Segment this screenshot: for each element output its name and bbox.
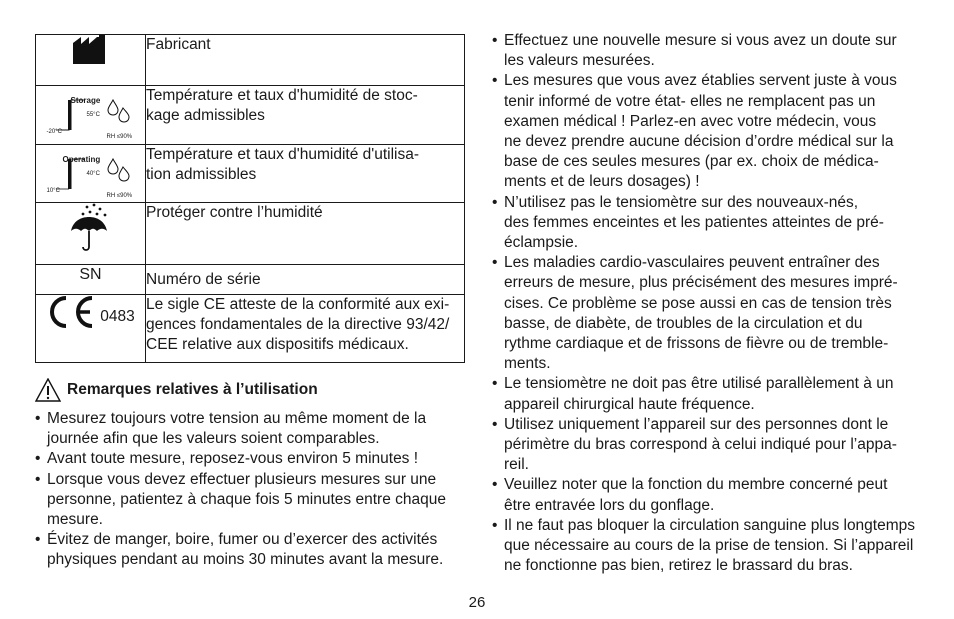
list-item: • Avant toute mesure, reposez-vous environ 5 minutes ! [35, 449, 467, 469]
humidity-limit: RH ≤90% [106, 193, 133, 199]
remarks-heading-text: Remarques relatives à l’utilisation [67, 381, 318, 398]
list-item: • N’utilisez pas le tensiomètre sur des nouveaux-nés, des femmes enceintes et les patientes atteintes de pré- éclampsie. [492, 193, 922, 254]
operating-climate-icon [41, 145, 141, 199]
list-item: • Le tensiomètre ne doit pas être utilisé parallèlement à un appareil chirurgical haute fréquence. [492, 374, 922, 414]
temp-low: 10°C [46, 188, 60, 194]
serial-number-symbol: SN [36, 265, 146, 295]
right-bullet-list [492, 31, 922, 576]
symbol-desc: Numéro de série [146, 265, 465, 295]
symbol-row-operating [36, 145, 465, 203]
warning-icon [35, 378, 61, 402]
temp-high: 55°C [86, 112, 100, 118]
symbol-desc: Fabricant [146, 35, 465, 86]
temp-high: 40°C [86, 171, 100, 177]
list-item: • Évitez de manger, boire, fumer ou d’exercer des activités physiques pendant au moins 30 minutes avant la mesure. [35, 530, 467, 570]
symbol-row-manufacturer [36, 35, 465, 86]
left-bullet-list [35, 409, 467, 571]
notified-body-number: 0483 [100, 308, 135, 325]
list-item: • Lorsque vous devez effectuer plusieurs mesures sur une personne, patientez à chaque fois 5 minutes entre chaque mesure. [35, 470, 467, 531]
list-item: • Il ne faut pas bloquer la circulation sanguine plus longtemps que nécessaire au cours de la prise de tension. Si l’appareil ne fonctionne pas bien, retirez le brassard du bras. [492, 516, 922, 577]
page-number: 26 [468, 594, 486, 611]
list-item: • Effectuez une nouvelle mesure si vous avez un doute sur les valeurs mesurées. [492, 31, 922, 71]
symbol-row-serial [36, 265, 465, 295]
umbrella-rain-icon [67, 203, 115, 253]
symbol-row-humidity [36, 203, 465, 265]
ce-mark-icon [46, 295, 96, 329]
list-item: • Utilisez uniquement l’appareil sur des personnes dont le périmètre du bras correspond à celui indiqué pour l’appa- reil. [492, 415, 922, 476]
symbol-desc: Le sigle CE atteste de la conformité aux exi- gences fondamentales de la directive 93/42/ CEE relative aux dispositifs médicaux. [146, 295, 465, 363]
symbol-desc: Température et taux d'humidité d'utilisa- tion admissibles [146, 145, 465, 203]
list-item: • Mesurez toujours votre tension au même moment de la journée afin que les valeurs soient comparables. [35, 409, 467, 449]
humidity-limit: RH ≤90% [106, 134, 133, 140]
temp-low: -20°C [46, 129, 62, 135]
remarks-heading [35, 378, 318, 402]
climate-label: Operating [62, 155, 101, 164]
list-item: • Veuillez noter que la fonction du membre concerné peut être entravée lors du gonflage. [492, 475, 922, 515]
list-item: • Les mesures que vous avez établies servent juste à vous tenir informé de votre état- elles ne remplacent pas un examen médical ! Parlez-en avec votre médecin, vous ne devez prendre aucune décision d’ordre médical sur la base de ces seules mesures (par ex. choix de médica- ments et de leurs dosages) ! [492, 71, 922, 192]
storage-climate-icon [41, 86, 141, 140]
symbols-table [35, 34, 465, 363]
symbol-desc: Température et taux d'humidité de stoc- kage admissibles [146, 86, 465, 145]
climate-label: Storage [70, 96, 101, 105]
manufacturer-icon [72, 35, 110, 65]
symbol-row-storage [36, 86, 465, 145]
symbol-row-ce [36, 295, 465, 363]
symbol-desc: Protéger contre l’humidité [146, 203, 465, 265]
list-item: • Les maladies cardio-vasculaires peuvent entraîner des erreurs de mesure, plus précisément des mesures impré- cises. Ce problème se pose aussi en cas de tension très basse, de diabète, de troubles de la circulation et du rythme cardiaque et de frissons de fièvre ou de tremble- ments. [492, 253, 922, 374]
